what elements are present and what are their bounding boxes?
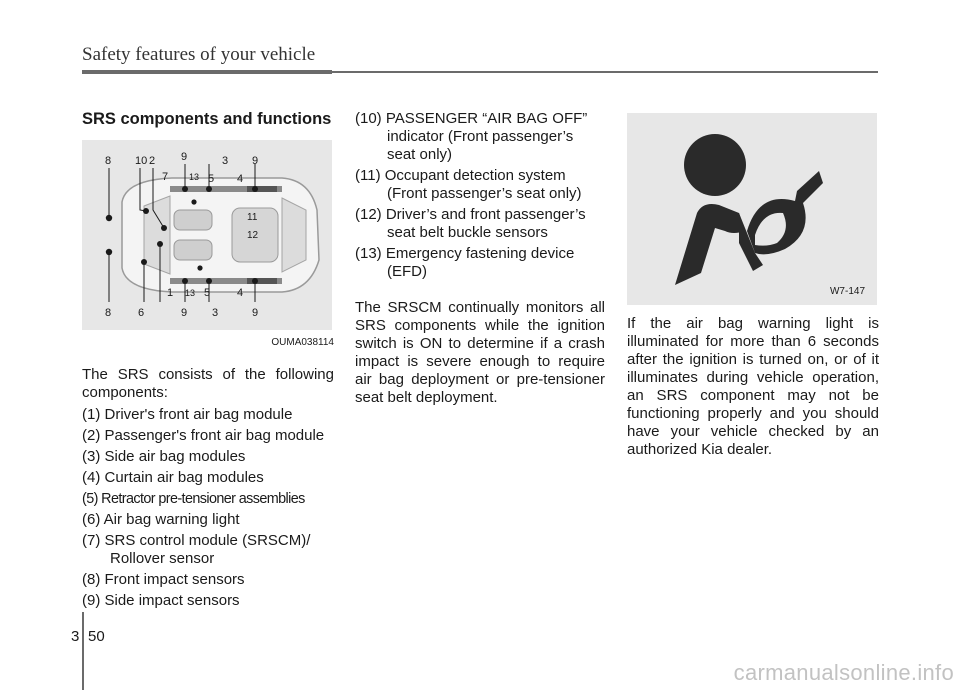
list-item: (12) Driver’s and front passenger’s seat belt buckle sensors [355,206,586,241]
page-number: 50 [88,628,105,645]
svg-text:2: 2 [149,155,156,167]
svg-text:6: 6 [138,307,145,319]
svg-text:8: 8 [105,155,112,167]
svg-text:10: 10 [135,155,148,167]
svg-text:8: 8 [105,307,112,319]
page-number-rule [82,612,84,690]
component-list-continued [355,110,605,281]
svg-text:9: 9 [252,155,259,167]
srs-intro: The SRS consists of the following components: [82,366,334,401]
list-item: (5) Retractor pre-tensioner assemblies [82,491,305,507]
header-rule [82,70,332,74]
svg-text:11: 11 [247,212,258,223]
section-title: SRS components and functions [82,110,332,128]
airbag-warning-icon [627,113,877,305]
svg-text:9: 9 [252,307,259,319]
svg-text:9: 9 [181,151,188,163]
list-item: (1) Driver's front air bag module [82,406,293,423]
svg-text:3: 3 [212,307,219,319]
svg-text:5: 5 [208,173,215,185]
svg-text:4: 4 [237,173,244,185]
svg-text:9: 9 [181,307,188,319]
list-item: (10) PASSENGER “AIR BAG OFF” indicator (Front passenger’s seat only) [355,110,588,163]
srs-components-diagram [82,140,332,330]
list-item: (11) Occupant detection system (Front passenger’s seat only) [355,167,582,202]
svg-text:3: 3 [222,155,229,167]
component-list [82,406,334,610]
list-item: (2) Passenger's front air bag module [82,427,325,444]
car-top-view-diagram [82,140,332,330]
svg-text:13: 13 [189,172,200,182]
list-item: (3) Side air bag modules [82,448,246,465]
header-rule-thin [332,71,878,73]
warning-light-paragraph: If the air bag warning light is illuminated for more than 6 seconds after the ignition is turned on, or of it illuminates during vehicle operation, an SRS component may not be functioning properly and you should have your vehicle checked by an authorized Kia dealer. [627,315,879,458]
page-header-title: Safety features of your vehicle [82,44,316,65]
airbag-warning-figure [627,113,877,305]
column-right [627,110,879,459]
svg-text:4: 4 [237,287,244,299]
list-item: (9) Side impact sensors [82,592,240,609]
list-item: (8) Front impact sensors [82,571,245,588]
svg-text:5: 5 [204,287,211,299]
column-middle [355,110,605,407]
svg-text:13: 13 [185,288,196,298]
list-item: (6) Air bag warning light [82,511,240,528]
column-left [82,110,334,613]
svg-text:7: 7 [162,171,169,183]
svg-text:1: 1 [167,287,174,299]
diagram-code: OUMA038114 [271,337,334,348]
list-item: (4) Curtain air bag modules [82,469,264,486]
list-item: (13) Emergency fastening device (EFD) [355,245,575,280]
list-item: (7) SRS control module (SRSCM)/ Rollover sensor [82,532,311,567]
svg-text:12: 12 [247,230,259,241]
srscm-paragraph: The SRSCM continually monitors all SRS components while the ignition switch is ON to determine if a crash impact is severe enough to require air bag deployment or pre-tensioner seat belt deployment. [355,299,605,406]
icon-code: W7-147 [829,286,865,297]
chapter-number: 3 [71,628,80,645]
watermark: carmanualsonline.info [733,660,954,685]
